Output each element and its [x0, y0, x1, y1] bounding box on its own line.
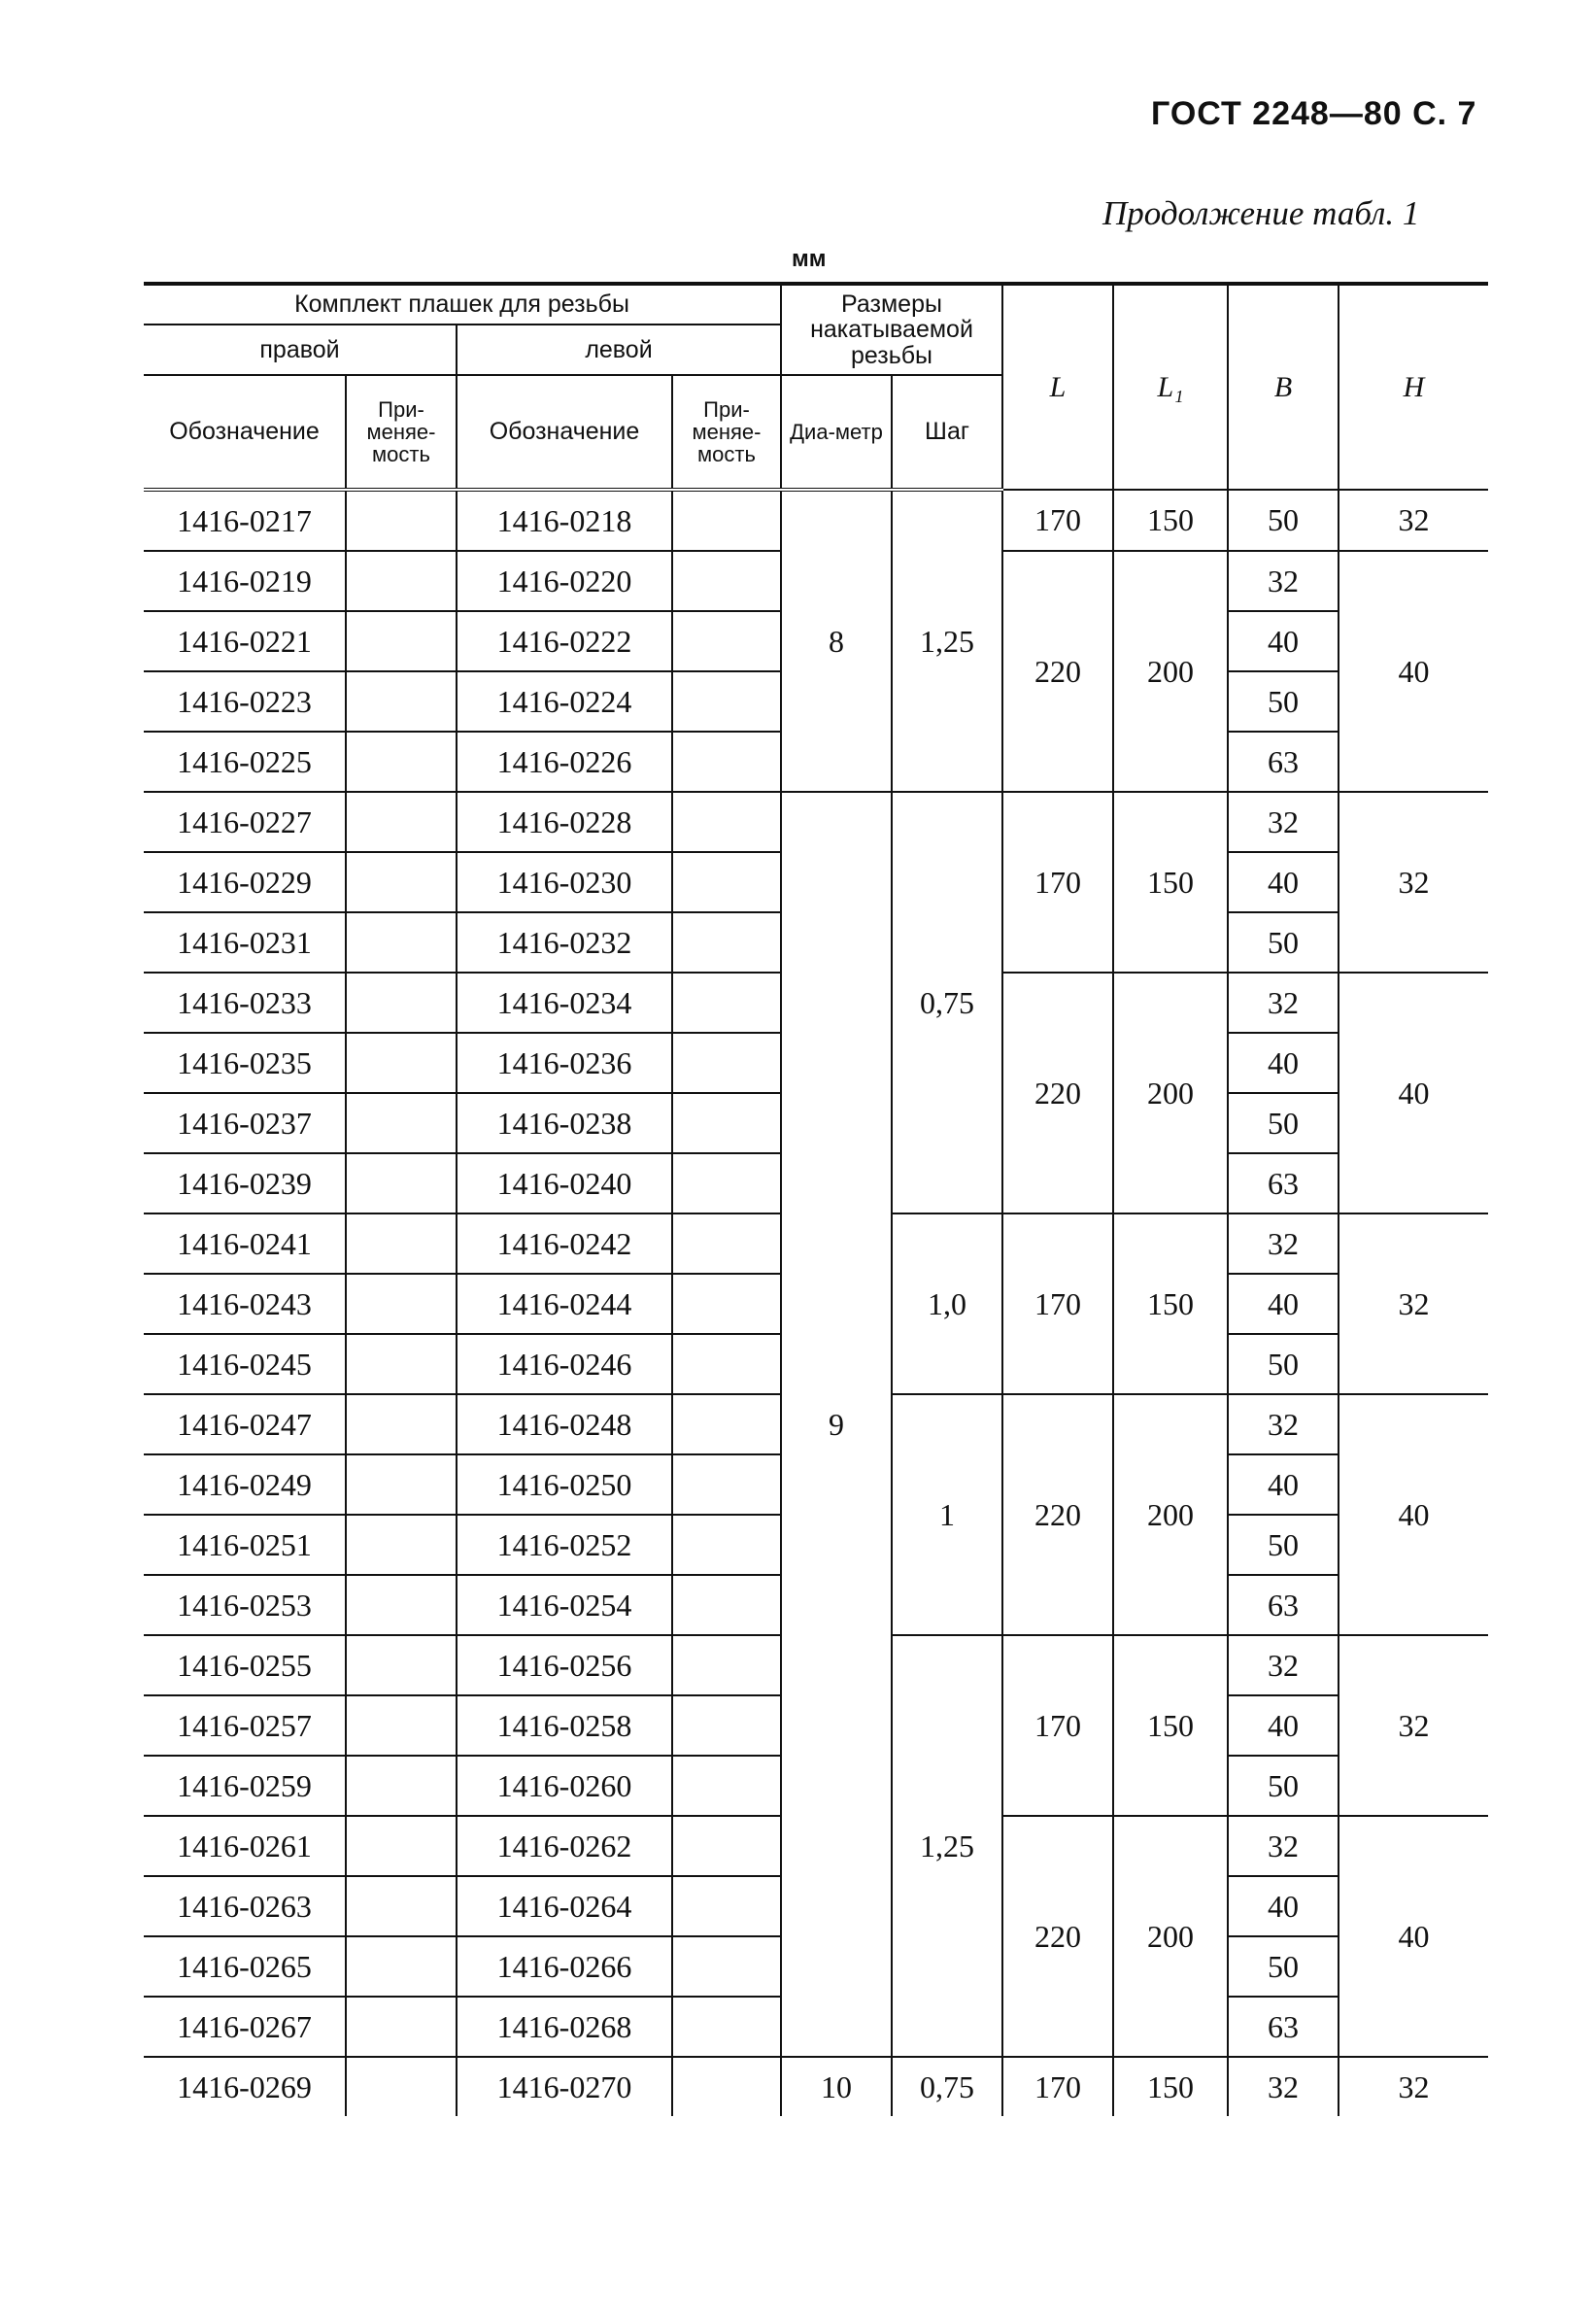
- right-applicability-cell: [346, 611, 457, 671]
- left-applicability-cell: [672, 1093, 781, 1153]
- left-designation-cell: 1416-0228: [457, 792, 672, 852]
- left-applicability-cell: [672, 1816, 781, 1876]
- L-cell: 170: [1002, 490, 1113, 551]
- left-designation-cell: 1416-0254: [457, 1575, 672, 1635]
- right-designation-cell: 1416-0233: [144, 973, 346, 1033]
- right-designation-cell: 1416-0217: [144, 490, 346, 551]
- B-cell: 32: [1228, 1213, 1339, 1274]
- L1-cell: 150: [1113, 490, 1228, 551]
- right-designation-cell: 1416-0229: [144, 852, 346, 912]
- header-L1: L₁: [1113, 284, 1228, 490]
- right-applicability-cell: [346, 490, 457, 551]
- left-applicability-cell: [672, 671, 781, 732]
- left-designation-cell: 1416-0242: [457, 1213, 672, 1274]
- left-applicability-cell: [672, 1635, 781, 1695]
- right-designation-cell: 1416-0267: [144, 1997, 346, 2057]
- B-cell: 50: [1228, 1756, 1339, 1816]
- pitch-cell: 1: [892, 1394, 1002, 1635]
- left-applicability-cell: [672, 852, 781, 912]
- right-designation-cell: 1416-0265: [144, 1936, 346, 1997]
- header-die-set: Комплект плашек для резьбы: [144, 284, 781, 325]
- right-applicability-cell: [346, 1635, 457, 1695]
- page-header: ГОСТ 2248—80 С. 7: [1151, 95, 1477, 132]
- right-designation-cell: 1416-0223: [144, 671, 346, 732]
- right-designation-cell: 1416-0221: [144, 611, 346, 671]
- right-applicability-cell: [346, 2057, 457, 2116]
- right-designation-cell: 1416-0249: [144, 1454, 346, 1515]
- right-applicability-cell: [346, 1213, 457, 1274]
- right-applicability-cell: [346, 1394, 457, 1454]
- left-designation-cell: 1416-0246: [457, 1334, 672, 1394]
- left-applicability-cell: [672, 1997, 781, 2057]
- header-B: B: [1228, 284, 1339, 490]
- left-designation-cell: 1416-0220: [457, 551, 672, 611]
- right-applicability-cell: [346, 1454, 457, 1515]
- right-applicability-cell: [346, 1575, 457, 1635]
- right-designation-cell: 1416-0255: [144, 1635, 346, 1695]
- right-designation-cell: 1416-0253: [144, 1575, 346, 1635]
- right-designation-cell: 1416-0245: [144, 1334, 346, 1394]
- pitch-cell: 0,75: [892, 2057, 1002, 2116]
- L-cell: 170: [1002, 792, 1113, 973]
- left-applicability-cell: [672, 1695, 781, 1756]
- B-cell: 32: [1228, 1635, 1339, 1695]
- left-applicability-cell: [672, 792, 781, 852]
- right-applicability-cell: [346, 852, 457, 912]
- L1-cell: 150: [1113, 1213, 1228, 1394]
- H-cell: 32: [1339, 490, 1488, 551]
- right-applicability-cell: [346, 973, 457, 1033]
- L1-cell: 150: [1113, 792, 1228, 973]
- left-applicability-cell: [672, 2057, 781, 2116]
- left-designation-cell: 1416-0218: [457, 490, 672, 551]
- left-designation-cell: 1416-0270: [457, 2057, 672, 2116]
- right-applicability-cell: [346, 1695, 457, 1756]
- L-cell: 220: [1002, 1816, 1113, 2057]
- unit-label: мм: [792, 246, 827, 272]
- L-cell: 170: [1002, 1635, 1113, 1816]
- H-cell: 32: [1339, 1635, 1488, 1816]
- right-applicability-cell: [346, 1153, 457, 1213]
- right-designation-cell: 1416-0251: [144, 1515, 346, 1575]
- L1-cell: 200: [1113, 1816, 1228, 2057]
- left-designation-cell: 1416-0248: [457, 1394, 672, 1454]
- H-cell: 32: [1339, 2057, 1488, 2116]
- right-applicability-cell: [346, 912, 457, 973]
- right-applicability-cell: [346, 1093, 457, 1153]
- header-applicability-right: При-меняе-мость: [346, 375, 457, 490]
- right-designation-cell: 1416-0235: [144, 1033, 346, 1093]
- left-applicability-cell: [672, 1394, 781, 1454]
- B-cell: 32: [1228, 792, 1339, 852]
- H-cell: 40: [1339, 973, 1488, 1213]
- L1-cell: 200: [1113, 1394, 1228, 1635]
- left-designation-cell: 1416-0258: [457, 1695, 672, 1756]
- B-cell: 40: [1228, 611, 1339, 671]
- B-cell: 50: [1228, 1093, 1339, 1153]
- table-row: [144, 792, 1488, 852]
- right-designation-cell: 1416-0269: [177, 2068, 312, 2104]
- left-applicability-cell: [672, 1876, 781, 1936]
- table-row: [144, 490, 1488, 551]
- right-designation-cell: 1416-0247: [144, 1394, 346, 1454]
- right-designation-cell: 1416-0263: [144, 1876, 346, 1936]
- B-cell: 32: [1228, 973, 1339, 1033]
- left-applicability-cell: [672, 551, 781, 611]
- right-designation-cell: 1416-0219: [144, 551, 346, 611]
- header-applicability-left: При-меняе-мость: [672, 375, 781, 490]
- diameter-cell: 8: [781, 490, 892, 792]
- left-applicability-cell: [672, 912, 781, 973]
- right-applicability-cell: [346, 1876, 457, 1936]
- right-applicability-cell: [346, 1756, 457, 1816]
- B-cell: 50: [1228, 1936, 1339, 1997]
- B-cell: 32: [1228, 1394, 1339, 1454]
- left-designation-cell: 1416-0250: [457, 1454, 672, 1515]
- pitch-cell: 0,75: [892, 792, 1002, 1213]
- B-cell: 40: [1228, 1876, 1339, 1936]
- header-thread-size: Размеры накатываемой резьбы: [781, 284, 1002, 375]
- left-designation-cell: 1416-0268: [457, 1997, 672, 2057]
- left-designation-cell: 1416-0264: [457, 1876, 672, 1936]
- L-cell: 170: [1002, 2057, 1113, 2116]
- B-cell: 50: [1228, 1334, 1339, 1394]
- header-pitch: Шаг: [892, 375, 1002, 490]
- right-designation-cell: 1416-0241: [144, 1213, 346, 1274]
- left-designation-cell: 1416-0240: [457, 1153, 672, 1213]
- right-applicability-cell: [346, 551, 457, 611]
- diameter-cell: 9: [781, 792, 892, 2057]
- right-applicability-cell: [346, 1515, 457, 1575]
- L-cell: 220: [1002, 551, 1113, 792]
- header-diameter: Диа-метр: [781, 375, 892, 490]
- left-applicability-cell: [672, 973, 781, 1033]
- B-cell: 63: [1228, 1575, 1339, 1635]
- L1-cell: 200: [1113, 973, 1228, 1213]
- B-cell: 50: [1228, 490, 1339, 551]
- B-cell: 63: [1228, 1153, 1339, 1213]
- right-designation-cell: 1416-0259: [144, 1756, 346, 1816]
- B-cell: 50: [1228, 912, 1339, 973]
- header-left-thread: левой: [457, 325, 781, 375]
- left-applicability-cell: [672, 1033, 781, 1093]
- L-cell: 220: [1002, 973, 1113, 1213]
- H-cell: 32: [1339, 1213, 1488, 1394]
- left-designation-cell: 1416-0232: [457, 912, 672, 973]
- right-designation-cell: 1416-0257: [144, 1695, 346, 1756]
- table-continuation-caption: Продолжение табл. 1: [1102, 194, 1420, 232]
- pitch-cell: 1,0: [892, 1213, 1002, 1394]
- B-cell: 63: [1228, 732, 1339, 792]
- right-applicability-cell: [346, 1936, 457, 1997]
- B-cell: 32: [1228, 1816, 1339, 1876]
- left-applicability-cell: [672, 1515, 781, 1575]
- table-body: [144, 490, 1488, 2116]
- left-designation-cell: 1416-0238: [457, 1093, 672, 1153]
- B-cell: 40: [1228, 1454, 1339, 1515]
- right-applicability-cell: [346, 1334, 457, 1394]
- header-designation-right: Обозначение: [144, 375, 346, 490]
- left-applicability-cell: [672, 1334, 781, 1394]
- H-cell: 40: [1339, 551, 1488, 792]
- pitch-cell: 1,25: [892, 1635, 1002, 2057]
- L1-cell: 200: [1113, 551, 1228, 792]
- right-applicability-cell: [346, 792, 457, 852]
- left-applicability-cell: [672, 611, 781, 671]
- right-designation-cell: 1416-0261: [144, 1816, 346, 1876]
- diameter-cell: 10: [781, 2057, 892, 2116]
- B-cell: 50: [1228, 1515, 1339, 1575]
- right-applicability-cell: [346, 1997, 457, 2057]
- right-applicability-cell: [346, 671, 457, 732]
- header-designation-left: Обозначение: [457, 375, 672, 490]
- right-designation-cell: 1416-0237: [144, 1093, 346, 1153]
- left-designation-cell: 1416-0244: [457, 1274, 672, 1334]
- left-applicability-cell: [672, 1213, 781, 1274]
- B-cell: 40: [1228, 1274, 1339, 1334]
- left-designation-cell: 1416-0222: [457, 611, 672, 671]
- right-applicability-cell: [346, 1816, 457, 1876]
- pitch-cell: 1,25: [892, 490, 1002, 792]
- left-applicability-cell: [672, 1575, 781, 1635]
- left-designation-cell: 1416-0230: [457, 852, 672, 912]
- right-designation-cell: 1416-0239: [144, 1153, 346, 1213]
- header-right-thread: правой: [144, 325, 457, 375]
- left-applicability-cell: [672, 1756, 781, 1816]
- L-cell: 170: [1002, 1213, 1113, 1394]
- left-applicability-cell: [672, 490, 781, 551]
- L1-cell: 150: [1113, 2057, 1228, 2116]
- left-designation-cell: 1416-0262: [457, 1816, 672, 1876]
- dies-table: [144, 282, 1488, 2116]
- left-designation-cell: 1416-0266: [457, 1936, 672, 1997]
- B-cell: 32: [1228, 2057, 1339, 2116]
- B-cell: 40: [1228, 1695, 1339, 1756]
- table-row: [144, 2057, 1488, 2116]
- left-designation-cell: 1416-0236: [457, 1033, 672, 1093]
- left-designation-cell: 1416-0234: [457, 973, 672, 1033]
- right-designation-cell: 1416-0231: [144, 912, 346, 973]
- left-applicability-cell: [672, 1153, 781, 1213]
- H-cell: 40: [1339, 1394, 1488, 1635]
- right-applicability-cell: [346, 732, 457, 792]
- right-designation-cell: 1416-0243: [144, 1274, 346, 1334]
- L-cell: 220: [1002, 1394, 1113, 1635]
- left-designation-cell: 1416-0252: [457, 1515, 672, 1575]
- left-designation-cell: 1416-0226: [457, 732, 672, 792]
- header-L: L: [1002, 284, 1113, 490]
- left-applicability-cell: [672, 1936, 781, 1997]
- B-cell: 50: [1228, 671, 1339, 732]
- right-designation-cell: 1416-0227: [144, 792, 346, 852]
- L1-cell: 150: [1113, 1635, 1228, 1816]
- right-applicability-cell: [346, 1033, 457, 1093]
- H-cell: 40: [1339, 1816, 1488, 2057]
- B-cell: 32: [1228, 551, 1339, 611]
- left-applicability-cell: [672, 1274, 781, 1334]
- right-applicability-cell: [346, 1274, 457, 1334]
- B-cell: 40: [1228, 1033, 1339, 1093]
- header-H: H: [1339, 284, 1488, 490]
- left-designation-cell: 1416-0260: [457, 1756, 672, 1816]
- B-cell: 63: [1228, 1997, 1339, 2057]
- right-designation-cell: 1416-0225: [144, 732, 346, 792]
- left-applicability-cell: [672, 732, 781, 792]
- left-designation-cell: 1416-0256: [457, 1635, 672, 1695]
- B-cell: 40: [1228, 852, 1339, 912]
- left-applicability-cell: [672, 1454, 781, 1515]
- left-designation-cell: 1416-0224: [457, 671, 672, 732]
- H-cell: 32: [1339, 792, 1488, 973]
